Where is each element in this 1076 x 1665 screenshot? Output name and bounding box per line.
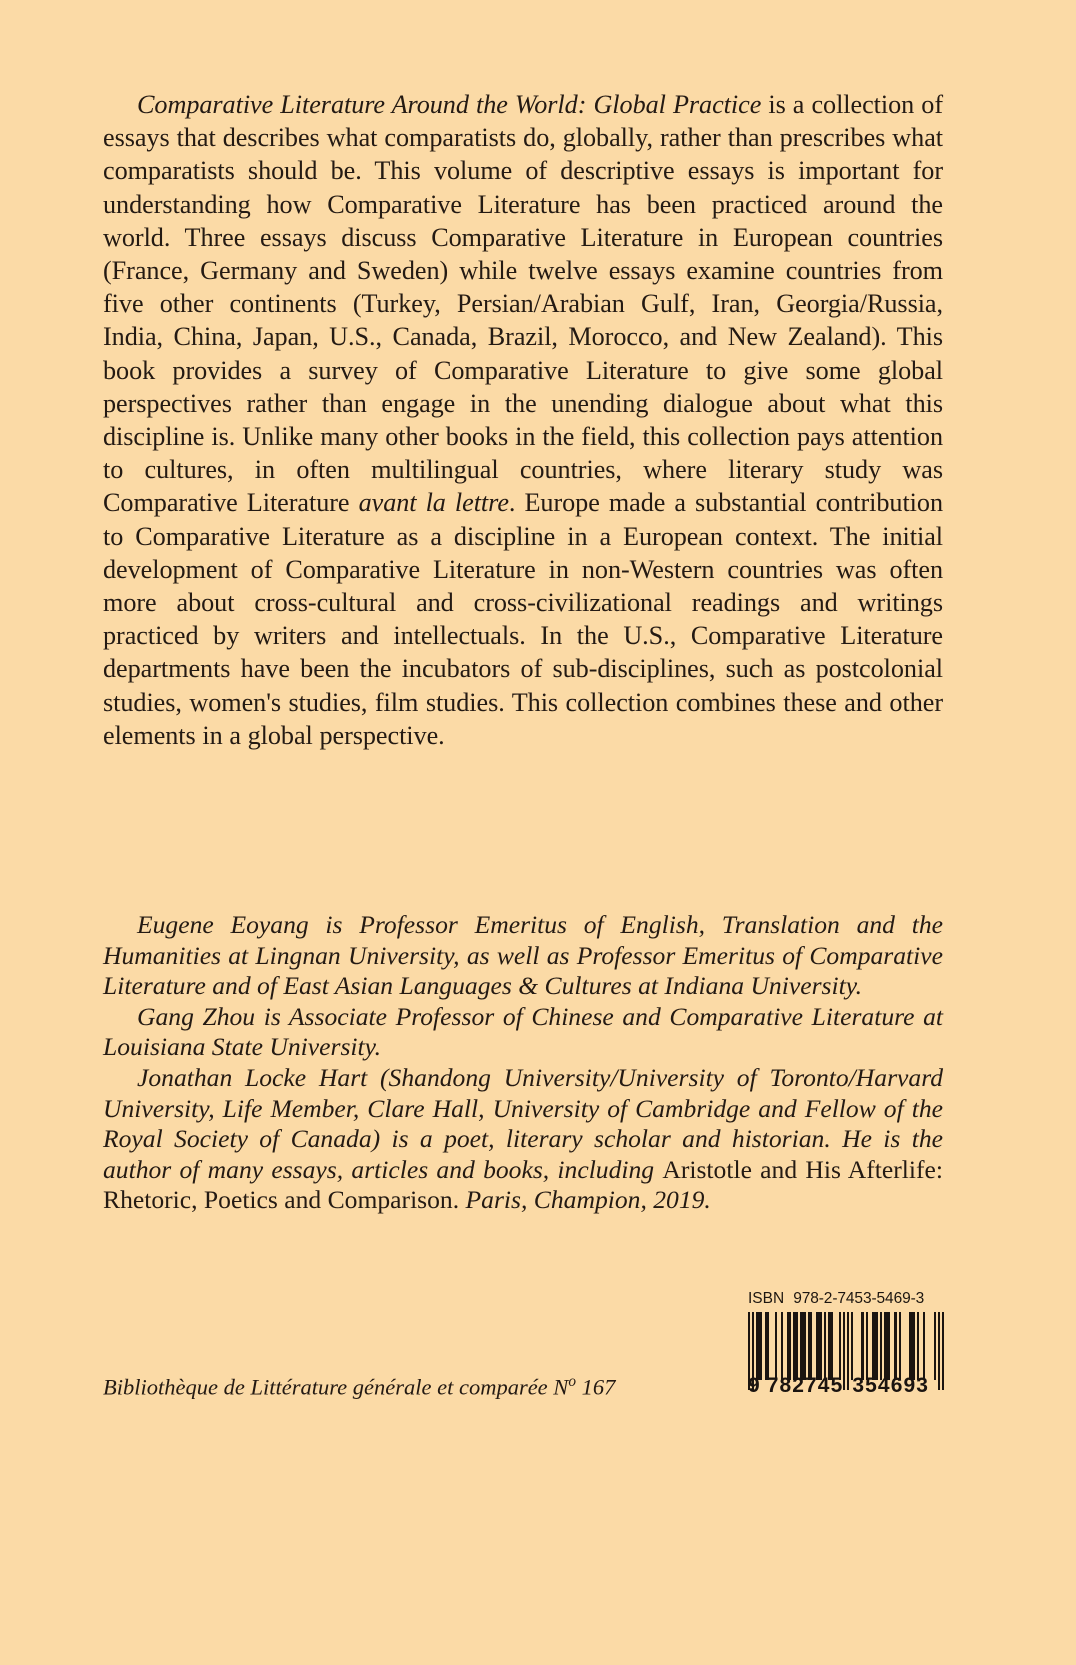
avant-la-lettre-italic: avant la lettre bbox=[358, 488, 509, 518]
author-bios bbox=[103, 910, 943, 1216]
book-title-italic: Comparative Literature Around the World: Global Practice bbox=[137, 90, 762, 119]
barcode-space bbox=[925, 1312, 933, 1380]
isbn-label: ISBN bbox=[748, 1290, 785, 1307]
isbn-line bbox=[748, 1290, 944, 1308]
barcode-right-group: 354693 bbox=[852, 1374, 930, 1397]
barcode-space bbox=[901, 1312, 909, 1380]
barcode-left-group: 782745 bbox=[766, 1374, 844, 1397]
series-ordinal-indicator: o bbox=[568, 1373, 576, 1390]
isbn-barcode-block bbox=[748, 1290, 944, 1404]
ean13-barcode bbox=[748, 1312, 944, 1404]
bio-jonathan-locke-hart bbox=[103, 1063, 943, 1216]
bio-eugene-eoyang bbox=[103, 910, 943, 1002]
isbn-number: 978-2-7453-5469-3 bbox=[793, 1290, 925, 1307]
barcode-lead-digit: 9 bbox=[748, 1374, 760, 1397]
barcode-space bbox=[853, 1312, 861, 1380]
series-collection-line bbox=[103, 1369, 615, 1401]
bio-gang-zhou bbox=[103, 1002, 943, 1063]
bio-eugene-eoyang-text: Eugene Eoyang is Professor Emeritus of English, Translation and the Humanities at Lingnan University, as well as Professor Emeritus of Comparative Literature and of East Asian Languages & Cultures at Indiana University. bbox=[103, 910, 943, 1001]
hart-book-title-roman: Aristotle and His Afterlife: Rhetoric, Poetics and Comparison. bbox=[103, 1154, 943, 1215]
series-name: Bibliothèque de Littérature générale et comparée N bbox=[103, 1374, 569, 1400]
bio-gang-zhou-text: Gang Zhou is Associate Professor of Chinese and Comparative Literature at Louisiana State University. bbox=[103, 1001, 943, 1062]
description-text-part-2: . Europe made a substantial contribution to Comparative Literature as a discipline in a European context. The initial development of Comparative Literature in non-Western countries was often more about cross-cultural and cross-civilizational readings and writings practiced by writers and intellectuals. In the U.S., Comparative Literature departments have been the incubators of sub-disciplines, such as postcolonial studies, women's studies, film studies. This collection combines these and other elements in a global perspective. bbox=[103, 488, 943, 750]
series-number: 167 bbox=[575, 1374, 616, 1400]
bio-hart-text-part-1: Jonathan Locke Hart (Shandong University/University of Toronto/Harvard University, Life Member, Clare Hall, University of Cambridge and Fellow of the Royal Society of Canada) is a poet, literary scholar and historian. He is the author of many essays, articles and books, including bbox=[103, 1062, 943, 1184]
hart-text-part-2: Paris, Champion, 2019. bbox=[459, 1185, 711, 1215]
book-description-paragraph bbox=[103, 88, 943, 752]
description-text-part-1: is a collection of essays that describes what comparatists do, globally, rather than prescribes what comparatists should be. This volume of descriptive essays is important for understanding how Comparative Literature has been practiced around the world. Three essays discuss Comparative Literature in European countries (France, Germany and Sweden) while twelve essays examine countries from five other continents (Turkey, Persian/Arabian Gulf, Iran, Georgia/Russia, India, China, Japan, U.S., Canada, Brazil, Morocco, and New Zealand). This book provides a survey of Comparative Literature to give some global perspectives rather than engage in the unending dialogue about what this discipline is. Unlike many other books in the field, this collection pays attention to cultures, in often multilingual countries, where literary study was Comparative Literature bbox=[103, 90, 943, 518]
barcode-digits bbox=[748, 1374, 948, 1398]
